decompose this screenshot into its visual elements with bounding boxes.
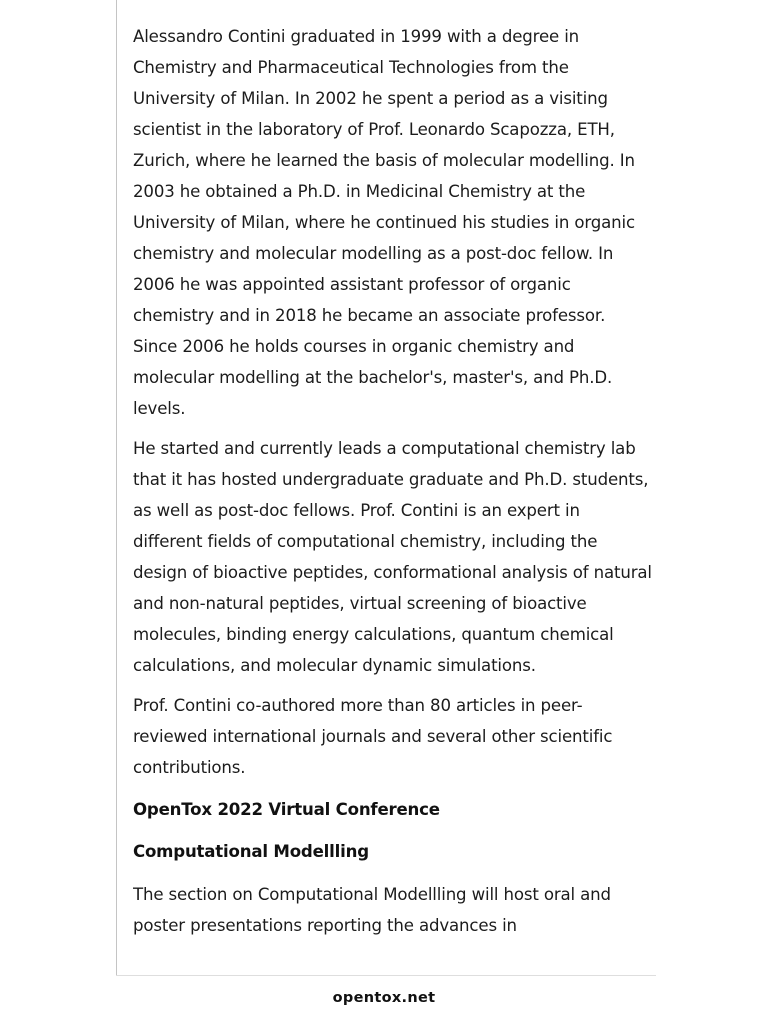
conference-title: OpenTox 2022 Virtual Conference	[133, 800, 440, 819]
page-bottom-edge	[116, 975, 656, 976]
bio-paragraph-publications: Prof. Contini co-authored more than 80 articles in peer-reviewed international journals and several other scientific contributions.	[133, 696, 613, 777]
section-intro-paragraph: The section on Computational Modellling will host oral and poster presentations reporting the advances in	[133, 885, 611, 935]
bio-paragraph-research: He started and currently leads a computational chemistry lab that it has hosted undergraduate graduate and Ph.D. students, as well as post-doc fellows. Prof. Contini is an expert in different fields of computational chemistry, including the design of bioactive peptides, conformational analysis of natural and non-natural peptides, virtual screening of bioactive molecules, binding energy calculations, quantum chemical calculations, and molecular dynamic simulations.	[133, 439, 652, 675]
section-title: Computational Modellling	[133, 842, 369, 861]
page-left-edge	[116, 0, 117, 975]
footer-site-link[interactable]: opentox.net	[332, 990, 436, 1006]
bio-paragraph-education: Alessandro Contini graduated in 1999 with a degree in Chemistry and Pharmaceutical Technologies from the University of Milan. In 2002 he spent a period as a visiting scientist in the laboratory of Prof. Leonardo Scapozza, ETH, Zurich, where he learned the basis of molecular modelling. In 2003 he obtained a Ph.D. in Medicinal Chemistry at the University of Milan, where he continued his studies in organic chemistry and molecular modelling as a post-doc fellow. In 2006 he was appointed assistant professor of organic chemistry and in 2018 he became an associate professor. Since 2006 he holds courses in organic chemistry and molecular modelling at the bachelor's, master's, and Ph.D. levels.	[133, 27, 635, 418]
document-content	[133, 21, 653, 975]
